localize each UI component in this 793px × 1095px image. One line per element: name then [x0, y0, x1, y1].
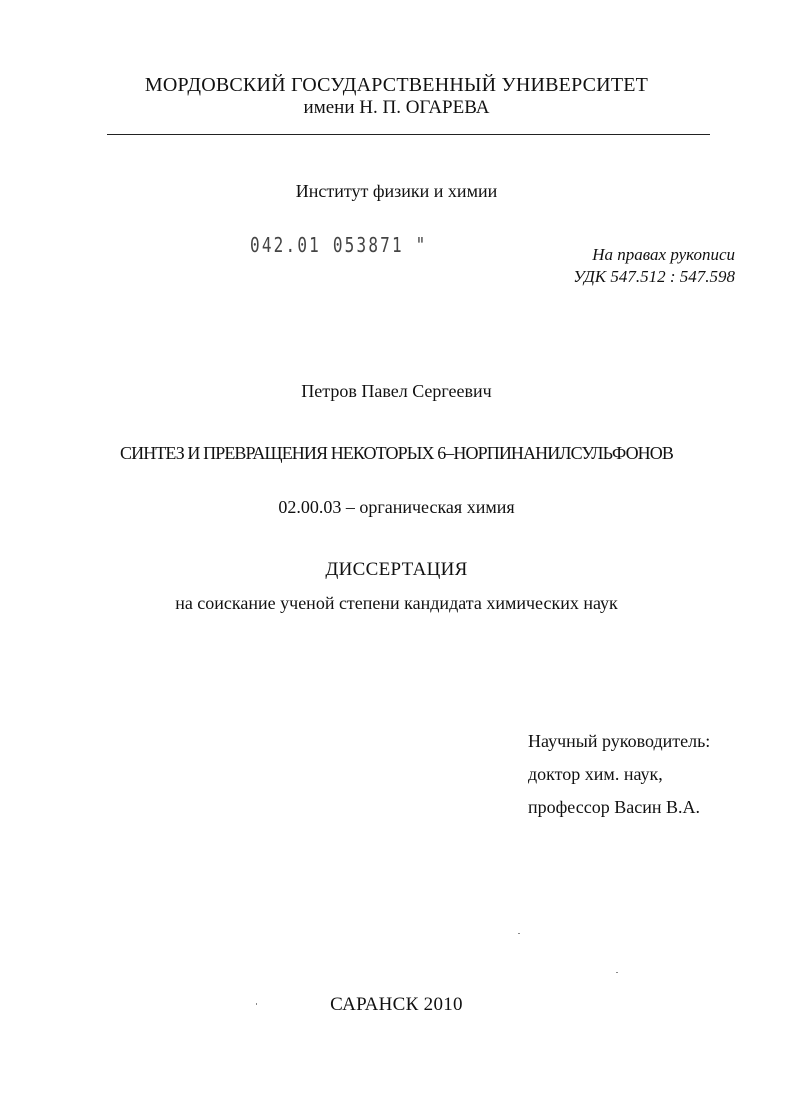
dissertation-title: СИНТЕЗ И ПРЕВРАЩЕНИЯ НЕКОТОРЫХ 6–НОРПИНАНИЛСУЛЬФОНОВ — [119, 443, 673, 463]
supervisor-degree: доктор хим. наук, — [528, 764, 663, 784]
supervisor-name: профессор Васин В.А. — [528, 797, 700, 817]
library-stamp-number: 042.01 053871 " — [250, 233, 428, 257]
author-name: Петров Павел Сергеевич — [301, 381, 492, 401]
city-year: САРАНСК 2010 — [330, 994, 463, 1015]
scan-speck — [518, 933, 520, 934]
degree-purpose: на соискание ученой степени кандидата химических наук — [175, 593, 618, 613]
udk-code: УДК 547.512 : 547.598 — [573, 267, 735, 286]
manuscript-rights-note: На правах рукописи — [592, 245, 735, 264]
specialty-code: 02.00.03 – органическая химия — [278, 497, 515, 517]
scan-speck — [616, 972, 618, 973]
document-type: ДИССЕРТАЦИЯ — [325, 559, 468, 580]
supervisor-label: Научный руководитель: — [528, 731, 711, 751]
university-named-after: имени Н. П. ОГАРЕВА — [303, 97, 490, 118]
university-name: МОРДОВСКИЙ ГОСУДАРСТВЕННЫЙ УНИВЕРСИТЕТ — [144, 74, 649, 96]
institute-name: Институт физики и химии — [295, 181, 498, 201]
header-divider — [107, 134, 710, 135]
